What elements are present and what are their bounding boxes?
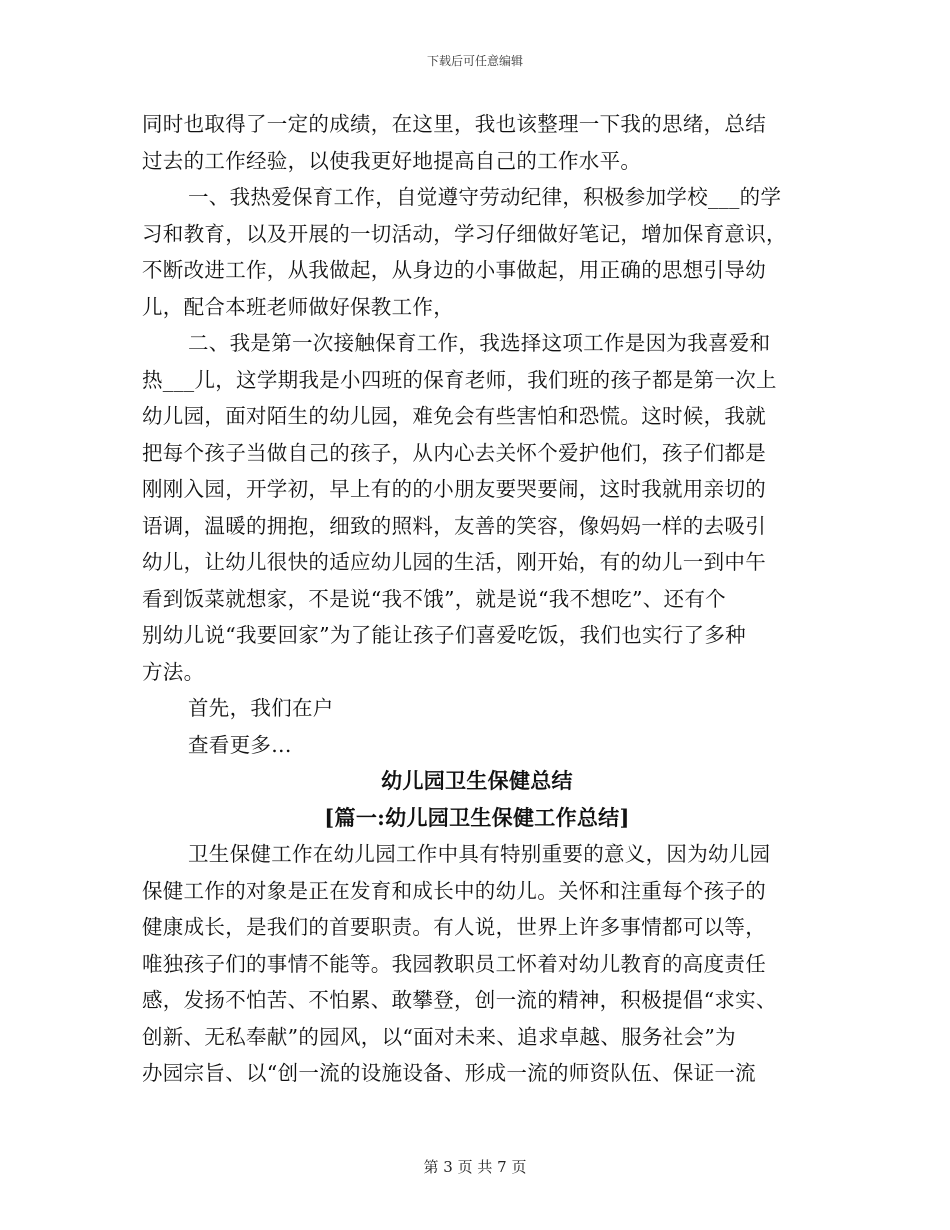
- body-line: 儿，配合本班老师做好保教工作，: [142, 294, 454, 319]
- body-line: 别幼儿说“我要回家”为了能让孩子们喜爱吃饭，我们也实行了多种: [142, 623, 746, 647]
- page-footer-number: 第 3 页 共 7 页: [423, 1158, 527, 1176]
- body-line: 幼儿园，面对陌生的幼儿园，难免会有些害怕和恐慌。这时候，我就: [142, 404, 766, 428]
- section-title: 幼儿园卫生保健总结: [381, 768, 573, 793]
- body-line: 方法。: [142, 659, 205, 684]
- paragraph-start-line: 卫生保健工作在幼儿园工作中具有特别重要的意义，因为幼儿园: [188, 842, 771, 866]
- body-line: 习和教育，以及开展的一切活动，学习仔细做好笔记，增加保育意识，: [142, 221, 787, 246]
- body-line: 热___儿，这学期我是小四班的保育老师，我们班的孩子都是第一次上: [142, 367, 777, 392]
- body-line: 语调，温暖的拥抱，细致的照料，友善的笑容，像妈妈一样的去吸引: [142, 513, 766, 538]
- body-line: 同时也取得了一定的成绩，在这里，我也该整理一下我的思绪，总结: [142, 112, 766, 136]
- page-header-note: 下载后可任意编辑: [426, 54, 523, 68]
- body-line: 感，发扬不怕苦、不怕累、敢攀登，创一流的精神，积极提倡“求实、: [142, 988, 777, 1012]
- body-line: 不断改进工作，从我做起，从身边的小事做起，用正确的思想引导幼: [142, 258, 766, 282]
- body-line: 健康成长，是我们的首要职责。有人说，世界上许多事情都可以等，: [142, 915, 766, 939]
- body-line: 把每个孩子当做自己的孩子，从内心去关怀个爱护他们，孩子们都是: [142, 440, 766, 465]
- body-line: 过去的工作经验，以使我更好地提高自己的工作水平。: [142, 148, 642, 173]
- body-line: 办园宗旨、以“创一流的设施设备、形成一流的师资队伍、保证一流: [142, 1061, 756, 1085]
- section-subtitle: [篇一:幼儿园卫生保健工作总结]: [324, 804, 630, 830]
- body-line: 刚刚入园，开学初，早上有的的小朋友要哭要闹，这时我就用亲切的: [142, 477, 766, 501]
- paragraph-start-line: 二、我是第一次接触保育工作，我选择这项工作是因为我喜爱和: [188, 331, 771, 355]
- body-line: 创新、无私奉献”的园风，以“面对未来、追求卓越、服务社会”为: [142, 1024, 736, 1049]
- body-line: 保健工作的对象是正在发育和成长中的幼儿。关怀和注重每个孩子的: [142, 878, 766, 903]
- body-line: 唯独孩子们的事情不能等。我园教职员工怀着对幼儿教育的高度责任: [142, 951, 766, 976]
- paragraph-start-line: 首先，我们在户: [188, 696, 334, 720]
- paragraph-start-line: 一、我热爱保育工作，自觉遵守劳动纪律，积极参加学校___的学: [188, 185, 782, 209]
- body-line: 幼儿，让幼儿很快的适应幼儿园的生活，刚开始，有的幼儿一到中午: [142, 550, 766, 574]
- body-line: 看到饭菜就想家，不是说“我不饿”，就是说“我不想吃”、还有个: [142, 586, 726, 611]
- view-more-link[interactable]: 查看更多...: [188, 732, 292, 757]
- document-body: [142, 106, 812, 1092]
